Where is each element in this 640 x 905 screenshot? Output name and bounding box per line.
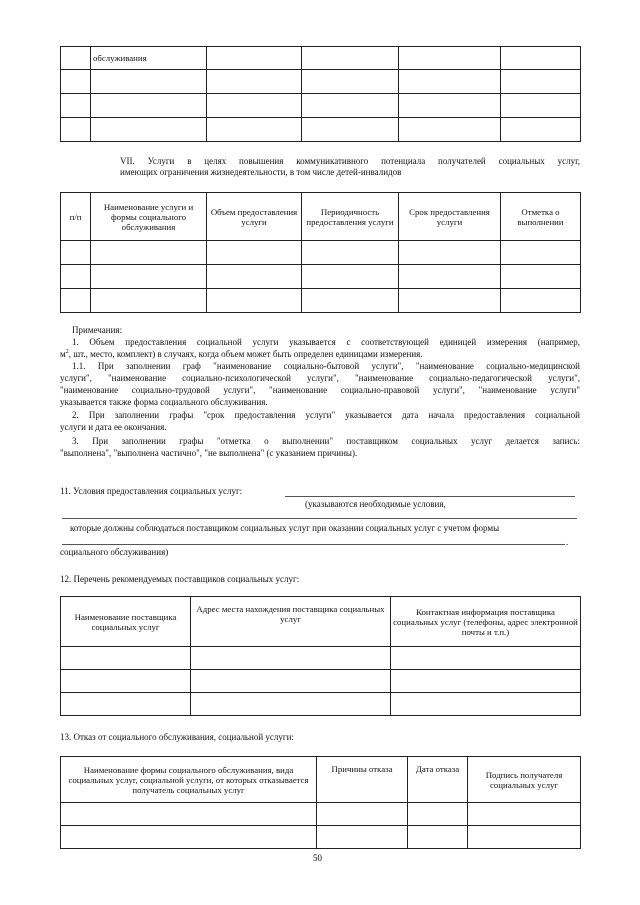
unit-superscript: 2 xyxy=(65,349,69,355)
top-continuation-table xyxy=(60,46,581,142)
item-11-label: 11. Условия предоставления социальных услуг: xyxy=(60,486,243,496)
section-vii-heading-line2: имеющих ограничения жизнедеятельности, в том числе детей-инвалидов xyxy=(120,167,402,177)
page-number: 50 xyxy=(313,853,322,863)
column-header: п/п xyxy=(61,193,91,241)
item-11-hint-2: которые должны соблюдаться поставщиком социальных услуг при оказании социальных услуг с учетом формы xyxy=(70,523,500,533)
column-header: Объем предоставления услуги xyxy=(207,193,302,241)
section-vii-table xyxy=(60,192,581,313)
note-1-1-line2: услуги", "наименование социально-психологической услуги", "наименование социально-педагогической услуги", xyxy=(60,373,580,383)
column-header: Адрес места нахождения поставщика социальных услуг xyxy=(191,597,391,647)
note-1-line2-rest: , шт., место, комплект) в случаях, когда объем может быть определен единицами измерения. xyxy=(68,349,423,359)
note-1-1-line3: "наименование социально-трудовой услуги", "наименование социально-правовой услуги", "наименование услуги" xyxy=(60,385,580,395)
item-13-label: 13. Отказ от социального обслуживания, социальной услуги: xyxy=(60,732,294,742)
note-1-1-line1: 1.1. При заполнении граф "наименование социально-бытовой услуги", "наименование социально-медицинской xyxy=(72,361,580,371)
section-vii-heading-line1: VII. Услуги в целях повышения коммуникативного потенциала получателей социальных услуг, xyxy=(120,156,580,166)
column-header: Отметка о выполнении xyxy=(501,193,581,241)
note-2-line1: 2. При заполнении графы "срок предоставления услуги" указывается дата начала предоставления социальной xyxy=(72,410,580,420)
column-header: Наименование поставщика социальных услуг xyxy=(61,597,191,647)
note-2-line2: услуги и дата ее окончания. xyxy=(60,422,167,432)
item-11-fill-line-1 xyxy=(285,496,575,497)
table-cell: обслуживания xyxy=(91,47,207,70)
column-header: Периодичность предоставления услуги xyxy=(302,193,399,241)
note-1-1-line4: указывается также форма социального обслуживания. xyxy=(60,397,268,407)
item-11-period: . xyxy=(566,537,569,547)
column-header: Контактная информация поставщика социальных услуг (телефоны, адрес электронной почты и т.п.) xyxy=(391,597,581,647)
note-3-line1: 3. При заполнении графы "отметка о выполнении" поставщиком социальных услуг делается запись: xyxy=(72,436,580,446)
column-header: Подпись получателя социальных услуг xyxy=(468,757,581,803)
item-11-hint-1: (указываются необходимые условия, xyxy=(305,499,446,509)
item-11-hint-3: социального обслуживания) xyxy=(60,547,169,557)
column-header: Срок предоставления услуги xyxy=(399,193,501,241)
column-header: Дата отказа xyxy=(408,757,468,803)
refusal-table xyxy=(60,756,581,849)
note-1-line1: 1. Объем предоставления социальной услуги указывается с соответствующей единицей измерения (например, xyxy=(72,337,580,347)
note-1-line2 xyxy=(60,349,423,360)
item-11-fill-line-3 xyxy=(62,544,565,545)
note-3-line2: "выполнена", "выполнена частично", "не выполнена" (с указанием причины). xyxy=(60,448,358,458)
item-11-fill-line-2 xyxy=(62,518,577,519)
unit-m: м xyxy=(60,349,66,359)
column-header: Наименование услуги и формы социального обслуживания xyxy=(91,193,207,241)
item-12-label: 12. Перечень рекомендуемых поставщиков социальных услуг: xyxy=(60,574,300,584)
column-header: Наименование формы социального обслуживания, вида социальных услуг, социальной услуги, от которых отказывается получатель социальных услуг xyxy=(61,757,317,803)
column-header: Причины отказа xyxy=(317,757,408,803)
providers-table xyxy=(60,596,581,716)
notes-title: Примечания: xyxy=(72,325,123,335)
